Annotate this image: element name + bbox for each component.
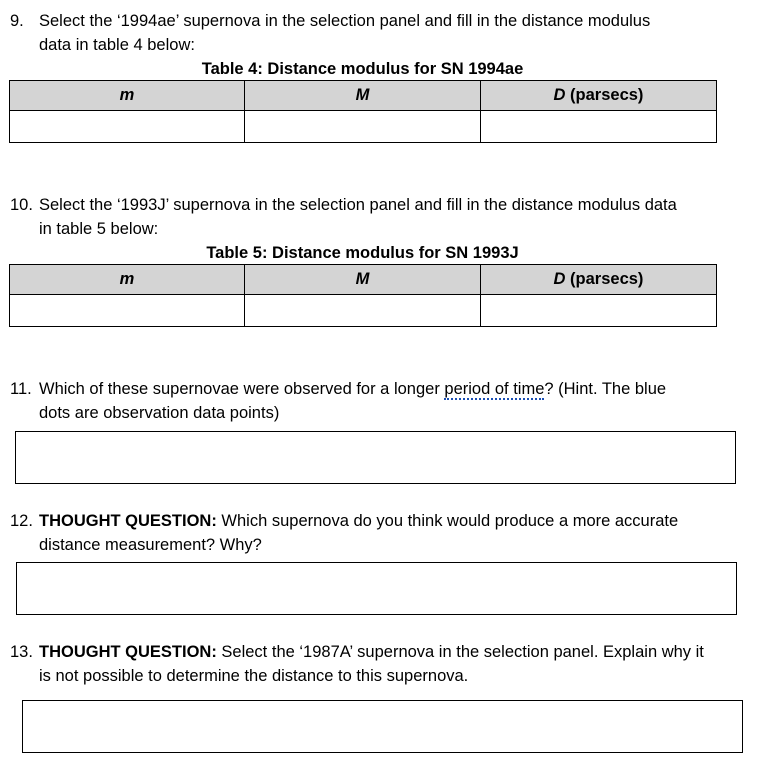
question-text-line1: Select the ‘1993J’ supernova in the selection panel and fill in the distance modulus data <box>39 196 677 214</box>
question-number: 13. <box>10 643 33 661</box>
question-number: 10. <box>10 196 33 214</box>
table-5 <box>9 264 717 327</box>
answer-cell-D[interactable] <box>481 295 717 327</box>
question-text-line1: THOUGHT QUESTION: Which supernova do you think would produce a more accurate <box>39 512 679 530</box>
flagged-phrase: period of time <box>444 380 545 398</box>
column-header-D: D (parsecs) <box>481 81 717 111</box>
question-12 <box>10 509 755 557</box>
question-text-line2: distance measurement? Why? <box>39 536 262 554</box>
table-header-row <box>10 81 717 111</box>
question-11 <box>10 377 755 425</box>
answer-cell-m[interactable] <box>10 295 245 327</box>
answer-cell-M[interactable] <box>245 111 481 143</box>
column-header-M: M <box>245 265 481 295</box>
table-4-caption: Table 4: Distance modulus for SN 1994ae <box>201 60 524 78</box>
question-number: 11. <box>10 380 32 398</box>
question-10 <box>10 193 755 241</box>
answer-cell-M[interactable] <box>245 295 481 327</box>
question-13 <box>10 640 755 688</box>
answer-box-12[interactable] <box>16 562 737 615</box>
table-header-row <box>10 265 717 295</box>
question-9 <box>10 9 750 57</box>
answer-cell-m[interactable] <box>10 111 245 143</box>
question-text-line1: THOUGHT QUESTION: Select the ‘1987A’ supernova in the selection panel. Explain why it <box>39 643 704 661</box>
question-text-line1: Select the ‘1994ae’ supernova in the selection panel and fill in the distance modulus <box>39 12 651 30</box>
table-row <box>10 295 717 327</box>
question-text-line2: data in table 4 below: <box>39 36 195 54</box>
answer-box-11[interactable] <box>15 431 736 484</box>
column-header-M: M <box>245 81 481 111</box>
column-header-m: m <box>10 81 245 111</box>
column-header-D: D (parsecs) <box>481 265 717 295</box>
answer-box-13[interactable] <box>22 700 743 753</box>
table-5-caption: Table 5: Distance modulus for SN 1993J <box>206 244 519 262</box>
table-4 <box>9 80 717 143</box>
question-number: 9. <box>10 12 24 30</box>
question-text-line2: dots are observation data points) <box>39 404 280 422</box>
question-text-line1: Which of these supernovae were observed for a longer period of time? (Hint. The blue <box>39 380 667 398</box>
answer-cell-D[interactable] <box>481 111 717 143</box>
question-number: 12. <box>10 512 33 530</box>
question-text-line2: in table 5 below: <box>39 220 159 238</box>
table-row <box>10 111 717 143</box>
question-text-line2: is not possible to determine the distance to this supernova. <box>39 667 469 685</box>
column-header-m: m <box>10 265 245 295</box>
